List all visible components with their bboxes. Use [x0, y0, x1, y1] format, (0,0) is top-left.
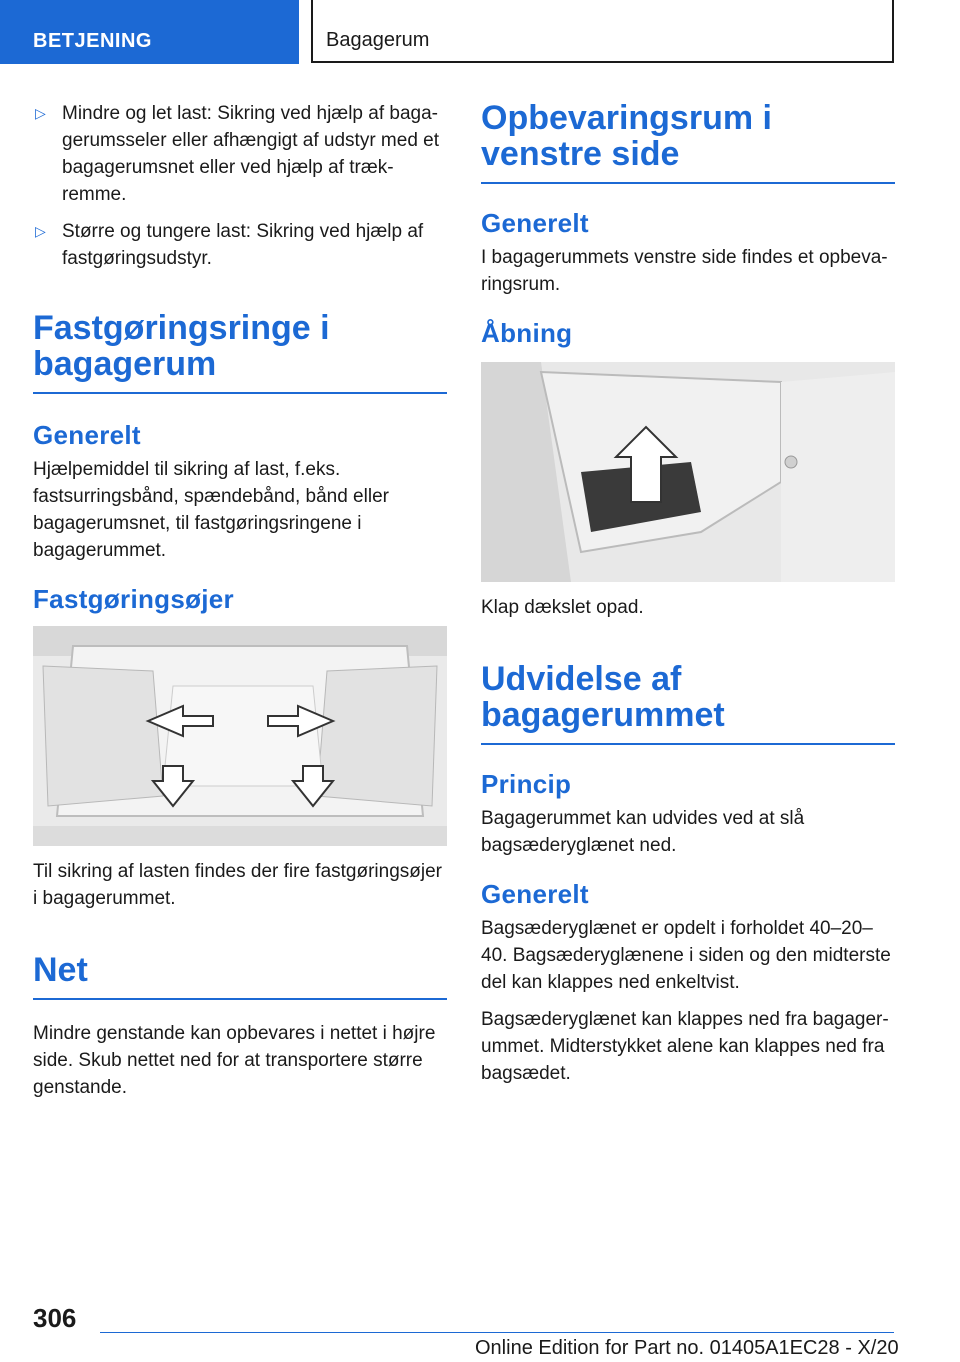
bullet-text: Større og tungere last: Sikring ved hjælp af fastgøringsudstyr. — [62, 221, 424, 269]
left-column — [33, 100, 447, 1111]
storage-compartment-image — [481, 362, 895, 582]
list-item — [33, 218, 447, 272]
subheading: Generelt — [481, 208, 589, 238]
paragraph: Bagagerummet kan udvides ved at slå bagsæderyglænet ned. — [481, 808, 805, 856]
subheading: Princip — [481, 769, 572, 799]
page-topic: Bagagerum — [326, 29, 430, 51]
section-heading: Udvidelse af bagagerummet — [481, 661, 895, 745]
image-caption: Klap dækslet opad. — [481, 597, 644, 618]
subheading: Generelt — [33, 420, 141, 450]
page-number: 306 — [33, 1303, 77, 1333]
paragraph: Hjælpemiddel til sikring af last, f.eks. fastsurringsbånd, spændebånd, bånd eller bagagerumsnet, til fastgøringsringene i bagagerummet. — [33, 459, 389, 561]
bullet-text: Mindre og let last: Sikring ved hjælp af bagagerumsseler eller afhængigt af udstyr med et bagagerumsnet eller ved hjælp af trækremme. — [62, 103, 440, 205]
header-box — [311, 0, 894, 63]
image-caption: Til sikring af lasten findes der fire fastgøringsøjer i bagagerummet. — [33, 861, 443, 909]
section-heading: Net — [33, 952, 447, 1000]
subheading: Generelt — [481, 879, 589, 909]
section-tab — [0, 0, 299, 64]
paragraph: I bagagerummets venstre side findes et opbevaringsrum. — [481, 247, 888, 295]
section-label: BETJENING — [33, 30, 152, 52]
triangle-bullet-icon: ▷ — [35, 105, 46, 121]
list-item — [33, 100, 447, 208]
section-heading: Opbevaringsrum i venstre side — [481, 100, 895, 184]
paragraph: Mindre genstande kan opbevares i nettet i højre side. Skub nettet ned for at transportere større genstande. — [33, 1023, 436, 1098]
trunk-lashing-eyes-image — [33, 626, 447, 846]
paragraph: Bagsæderyglænet kan klappes ned fra bagagerummet. Midterstykket alene kan klappes ned fra bagsædet. — [481, 1009, 889, 1084]
right-column — [481, 100, 895, 1097]
footer-divider — [100, 1332, 894, 1333]
edition-note: Online Edition for Part no. 01405A1EC28 - X/20 — [475, 1337, 899, 1359]
section-heading: Fastgøringsringe i bagagerum — [33, 310, 447, 394]
paragraph: Bagsæderyglænet er opdelt i forholdet 40–20–40. Bagsæderyglænene i siden og den midterste del kan klappes ned enkeltvist. — [481, 918, 891, 993]
triangle-bullet-icon: ▷ — [35, 223, 46, 239]
subheading: Fastgøringsøjer — [33, 584, 234, 614]
subheading: Åbning — [481, 318, 573, 348]
